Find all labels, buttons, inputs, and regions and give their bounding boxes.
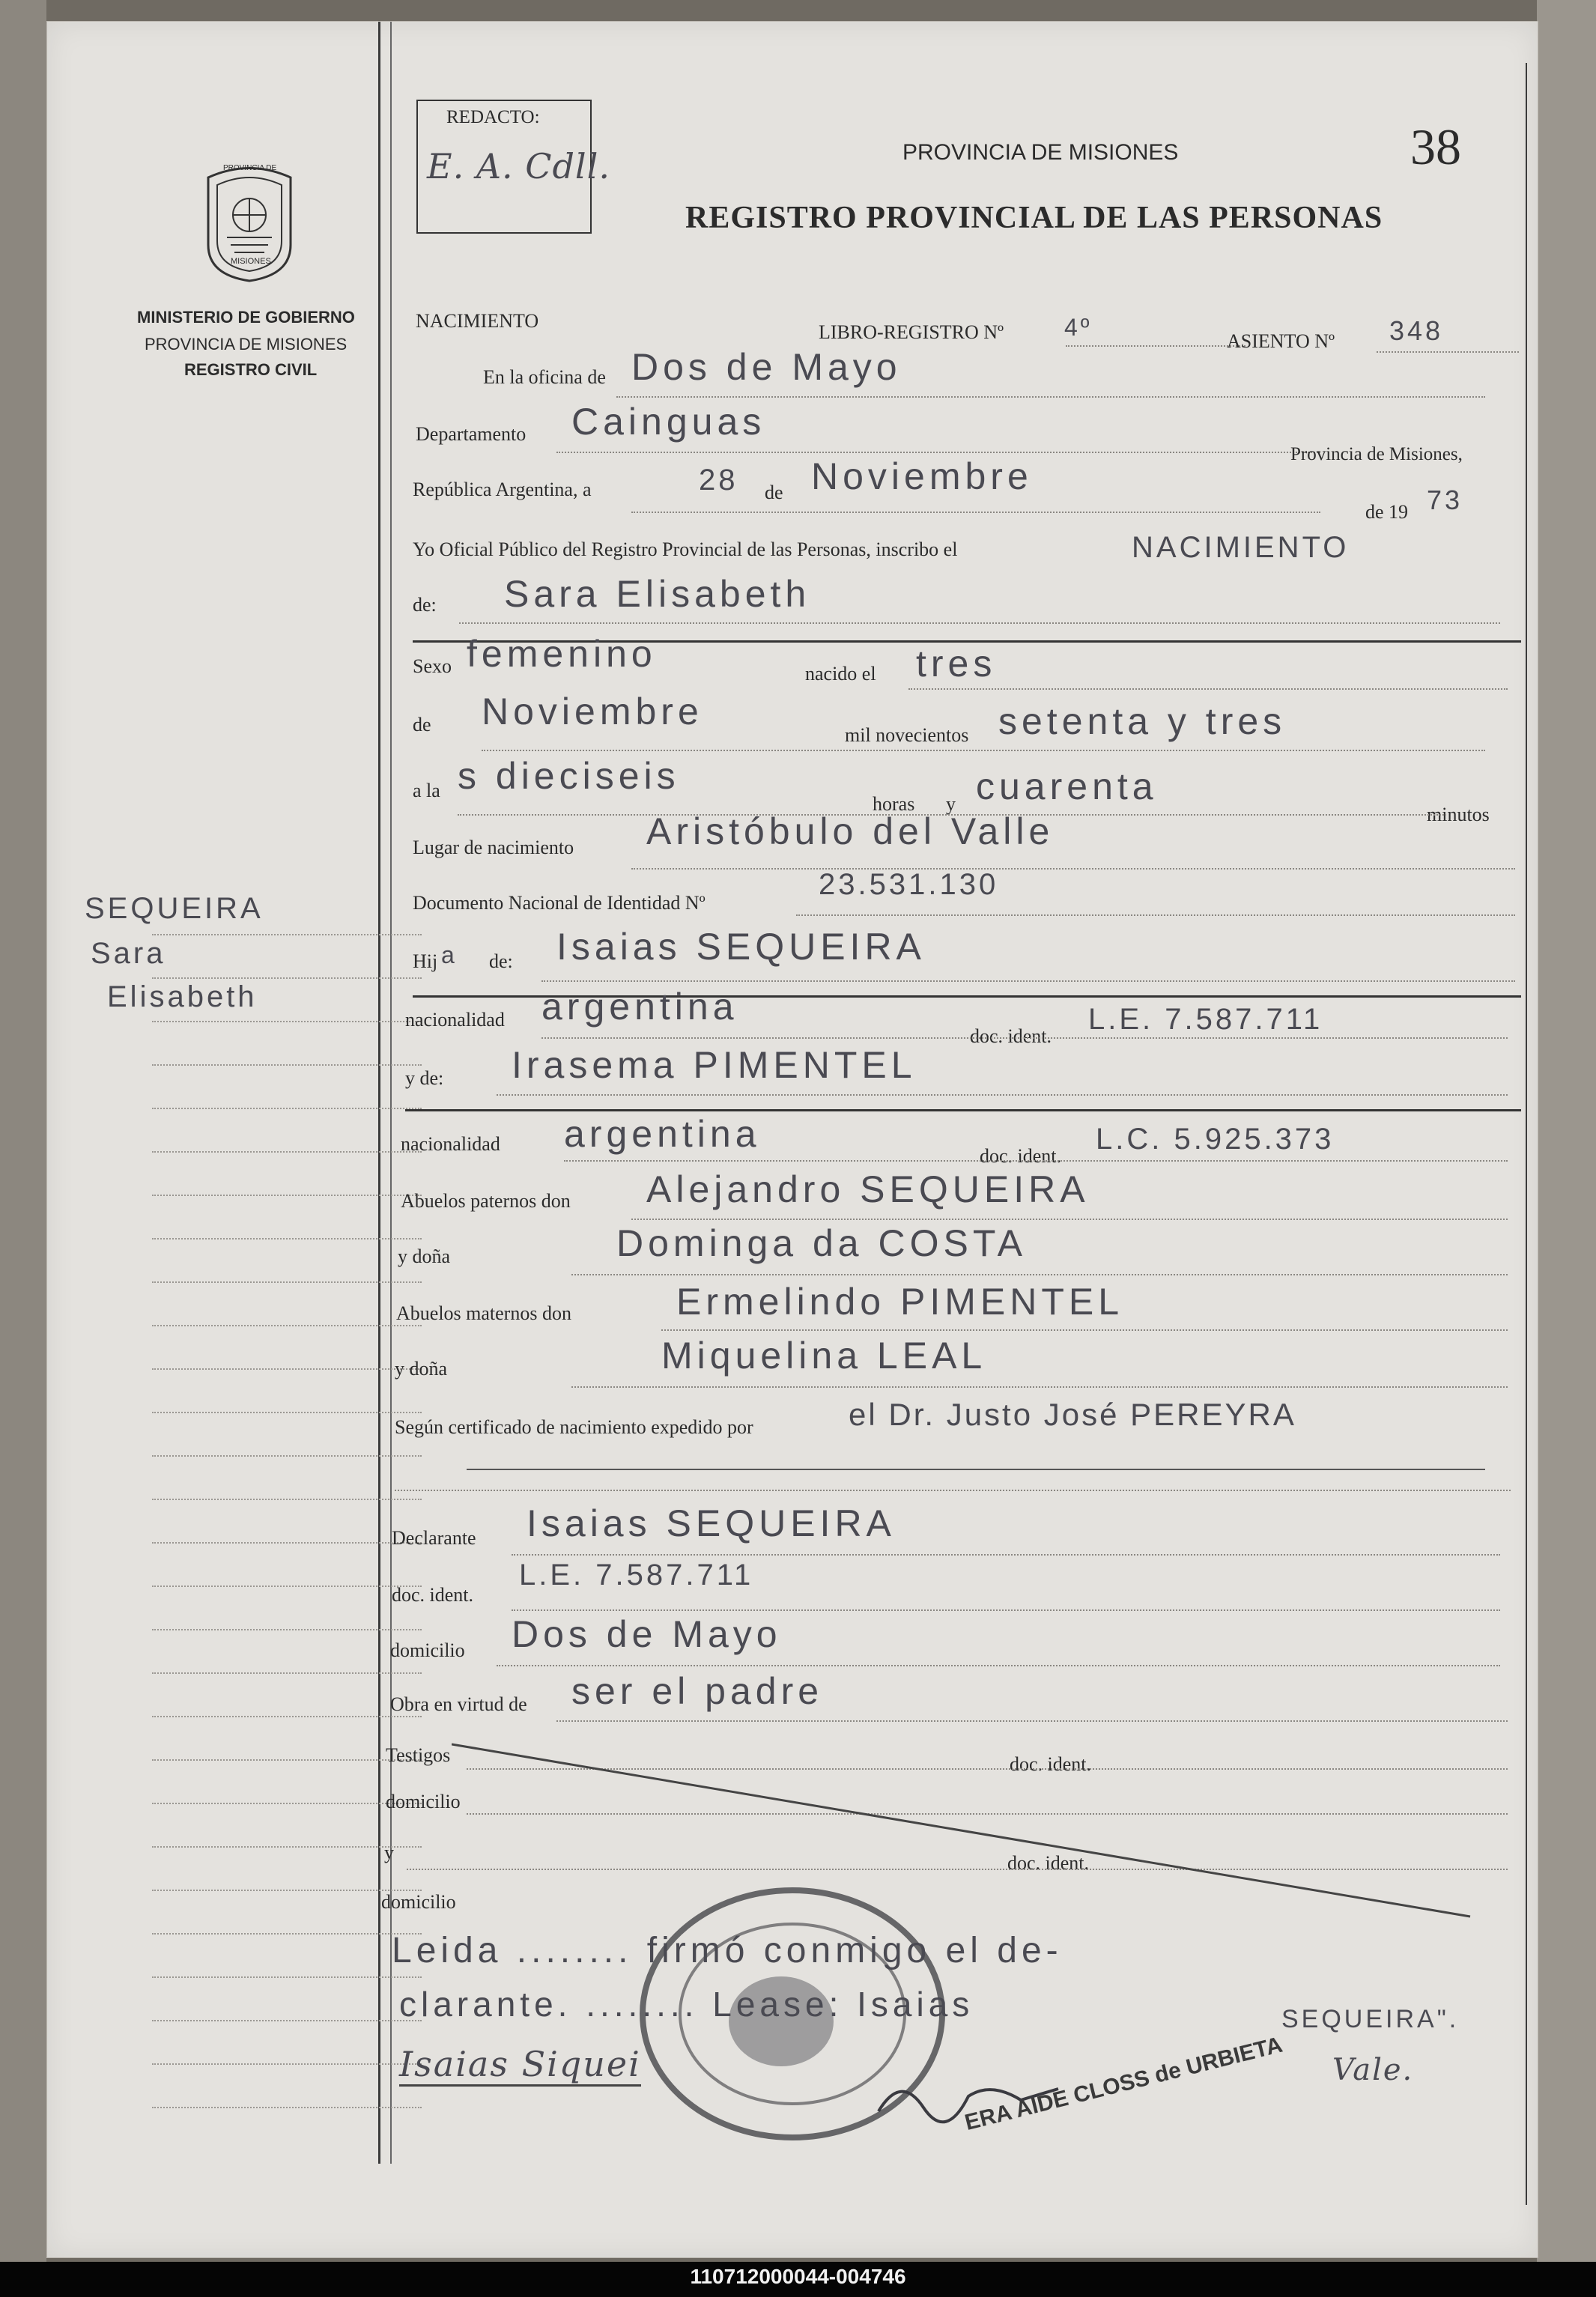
- ab-pat-dona: Dominga da COSTA: [616, 1222, 1028, 1264]
- hijo-label-a: Hij: [413, 950, 438, 972]
- seal-text-bottom: MISIONES: [231, 257, 271, 266]
- minutos-value: cuarenta: [976, 765, 1158, 807]
- doct1-label: doc. ident.: [1010, 1753, 1092, 1775]
- ala-label: a la: [413, 780, 440, 801]
- nac2-value: argentina: [564, 1113, 761, 1155]
- declarante-value: Isaias SEQUEIRA: [527, 1502, 896, 1544]
- dni-value: 23.531.130: [819, 868, 999, 901]
- de2-label: de:: [413, 594, 437, 616]
- obra-label: Obra en virtud de: [390, 1693, 527, 1715]
- ministry-line-3: REGISTRO CIVIL: [184, 360, 318, 379]
- departamento-value: Cainguas: [571, 401, 766, 443]
- ab-mat-value: Ermelindo PIMENTEL: [676, 1281, 1124, 1323]
- y-label: y: [946, 793, 956, 815]
- doc2-label: doc. ident.: [980, 1145, 1062, 1167]
- ala-value: s dieciseis: [458, 755, 680, 797]
- official-name-stamp: ERA AIDE CLOSS de URBIETA: [962, 2032, 1285, 2136]
- lugar-value: Aristóbulo del Valle: [646, 810, 1055, 852]
- register-title: REGISTRO PROVINCIAL DE LAS PERSONAS: [685, 201, 1383, 235]
- ministry-line-2: PROVINCIA DE MISIONES: [145, 335, 348, 353]
- year-label: de 19: [1365, 501, 1409, 523]
- provincia-label: Provincia de Misiones,: [1290, 444, 1463, 464]
- mil-value: setenta y tres: [998, 700, 1287, 742]
- closing-line-1: Leida ........ firmó conmigo el de-: [392, 1931, 1063, 1970]
- ministry-line-1: MINISTERIO DE GOBIERNO: [137, 308, 355, 327]
- hijo-hand: a: [441, 941, 458, 968]
- doc2-value: L.C. 5.925.373: [1096, 1123, 1335, 1156]
- ab-mat-dona: Miquelina LEAL: [661, 1335, 987, 1377]
- obra-value: ser el padre: [571, 1670, 824, 1712]
- nacido-value: tres: [916, 643, 997, 685]
- asiento-label: ASIENTO Nº: [1227, 330, 1335, 352]
- de3-label: de: [413, 714, 431, 735]
- dom-t1-label: domicilio: [386, 1791, 461, 1812]
- y-t-label: y: [384, 1842, 394, 1863]
- doc1-label: doc. ident.: [970, 1025, 1052, 1047]
- nac1-label: nacionalidad: [405, 1009, 505, 1031]
- libro-value: 4º: [1064, 314, 1093, 341]
- margin-surname: SEQUEIRA: [85, 892, 264, 925]
- name-value: Sara Elisabeth: [504, 573, 811, 615]
- ydona1-label: y doña: [398, 1245, 451, 1267]
- testigos-label: Testigos: [386, 1744, 451, 1766]
- domicilio-value: Dos de Mayo: [512, 1613, 782, 1655]
- margin-name-1: Sara: [91, 937, 166, 970]
- ab-pat-value: Alejandro SEQUEIRA: [646, 1168, 1090, 1210]
- hijo-label-b: de:: [489, 950, 513, 972]
- declarant-signature: Isaias Siquei: [399, 2044, 641, 2087]
- de-label: de: [765, 482, 783, 503]
- right-border: [1526, 63, 1527, 2205]
- nacimiento-hand: NACIMIENTO: [1132, 531, 1350, 564]
- left-column-border: [378, 22, 380, 2164]
- sexo-value: femenino: [467, 633, 657, 675]
- segun-value: el Dr. Justo José PEREYRA: [849, 1397, 1296, 1432]
- nac2-label: nacionalidad: [401, 1133, 500, 1155]
- horas-label: horas: [873, 793, 915, 815]
- margin-name-2: Elisabeth: [107, 980, 258, 1013]
- page-number: 38: [1410, 118, 1461, 175]
- ab-mat-label: Abuelos maternos don: [396, 1302, 571, 1324]
- closing-line-3: SEQUEIRA".: [1281, 2005, 1460, 2033]
- doc1-value: L.E. 7.587.711: [1088, 1003, 1323, 1036]
- departamento-label: Departamento: [416, 423, 527, 445]
- page-edge: [1537, 0, 1596, 2269]
- docd-label: doc. ident.: [392, 1584, 474, 1606]
- book-spine: [0, 0, 46, 2269]
- nacido-label: nacido el: [805, 663, 876, 685]
- vale-note: Vale.: [1332, 2053, 1414, 2087]
- docd-value: L.E. 7.587.711: [519, 1559, 754, 1591]
- seal-text-top: PROVINCIA DE: [223, 164, 277, 172]
- oficina-value: Dos de Mayo: [631, 346, 902, 388]
- yde-label: y de:: [405, 1067, 444, 1089]
- asiento-value: 348: [1389, 315, 1444, 346]
- segun-label: Según certificado de nacimiento expedido por: [395, 1416, 753, 1438]
- dni-label: Documento Nacional de Identidad Nº: [413, 892, 706, 914]
- domicilio-label: domicilio: [390, 1639, 465, 1661]
- sexo-label: Sexo: [413, 655, 452, 677]
- ab-pat-label: Abuelos paternos don: [401, 1190, 571, 1212]
- province-heading: PROVINCIA DE MISIONES: [902, 140, 1179, 165]
- dom-t2-label: domicilio: [381, 1891, 456, 1913]
- closing-line-2: clarante. ........ Lease: Isaias: [399, 1985, 974, 2024]
- lugar-label: Lugar de nacimiento: [413, 837, 574, 858]
- oficial-text: Yo Oficial Público del Registro Provincial de las Personas, inscribo el: [413, 538, 958, 560]
- redacto-signature: E. A. Cdll.: [427, 146, 610, 186]
- declarante-label: Declarante: [392, 1527, 476, 1549]
- day-value: 28: [699, 464, 738, 497]
- redacto-box: [416, 100, 610, 234]
- minutos-label: minutos: [1427, 804, 1490, 825]
- month-value: Noviembre: [811, 455, 1033, 497]
- provincial-seal: [201, 163, 298, 282]
- document-id: 110712000044-004746: [690, 2265, 906, 2288]
- mother-name: Irasema PIMENTEL: [512, 1044, 917, 1086]
- oficina-label: En la oficina de: [483, 366, 606, 388]
- father-name: Isaias SEQUEIRA: [556, 926, 926, 968]
- year-value: 73: [1427, 485, 1463, 515]
- redacto-label: REDACTO:: [446, 107, 540, 127]
- nac1-value: argentina: [541, 986, 738, 1028]
- mil-label: mil novecientos: [845, 724, 969, 746]
- republica-label: República Argentina, a: [413, 479, 592, 500]
- birth-month: Noviembre: [482, 691, 703, 732]
- type-label: NACIMIENTO: [416, 310, 539, 332]
- doct2-label: doc. ident.: [1007, 1852, 1090, 1874]
- libro-label: LIBRO-REGISTRO Nº: [819, 321, 1004, 343]
- cancel-stroke: [452, 1737, 1485, 1932]
- register-page: [46, 21, 1538, 2258]
- ydona2-label: y doña: [395, 1358, 448, 1380]
